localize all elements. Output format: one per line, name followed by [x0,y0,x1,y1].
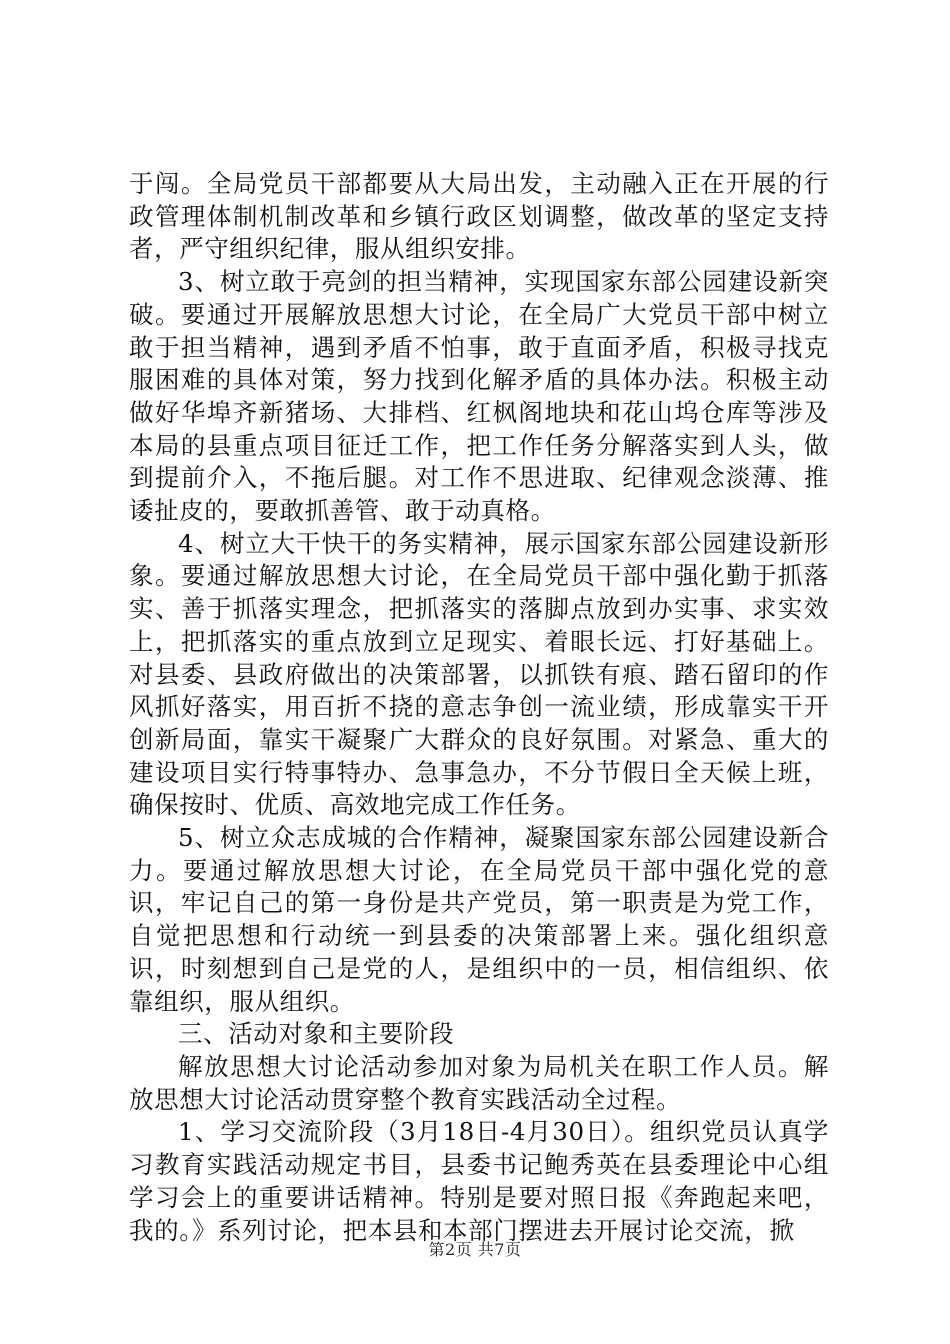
paragraph-item-3: 3、树立敢于亮剑的担当精神，实现国家东部公园建设新突破。要通过开展解放思想大讨论，在全局广大党员干部中树立敢于担当精神，遇到矛盾不怕事，敢于直面矛盾，积极寻找克服困难的具体对策，努力找到化解矛盾的具体办法。积极主动做好华埠齐新猪场、大排档、红枫阁地块和花山坞仓库等涉及本局的县重点项目征迁工作，把工作任务分解落实到人头，做到提前介入，不拖后腿。对工作不思进取、纪律观念淡薄、推诿扯皮的，要敢抓善管、敢于动真格。 [129,267,829,526]
paragraph-participants: 解放思想大讨论活动参加对象为局机关在职工作人员。解放思想大讨论活动贯穿整个教育实践活动全过程。 [129,1051,829,1114]
paragraph-item-4: 4、树立大干快干的务实精神，展示国家东部公园建设新形象。要通过解放思想大讨论，在全局党员干部中强化勤于抓落实、善于抓落实理念，把抓落实的落脚点放到办实事、求实效上，把抓落实的重点放到立足现实、着眼长远、打好基础上。对县委、县政府做出的决策部署，以抓铁有痕、踏石留印的作风抓好落实，用百折不挠的意志争创一流业绩，形成靠实干开创新局面，靠实干凝聚广大群众的良好氛围。对紧急、重大的建设项目实行特事特办、急事急办，不分节假日全天候上班，确保按时、优质、高效地完成工作任务。 [129,528,829,820]
page-number-footer: 第2页 共7页 [428,1240,522,1259]
paragraph-item-5: 5、树立众志成城的合作精神，凝聚国家东部公园建设新合力。要通过解放思想大讨论，在全局党员干部中强化党的意识，牢记自己的第一身份是共产党员，第一职责是为党工作，自觉把思想和行动统一到县委的决策部署上来。强化组织意识，时刻想到自己是党的人，是组织中的一员，相信组织、依靠组织，服从组织。 [129,823,829,1016]
document-body [129,168,829,1247]
paragraph-continuation: 于闯。全局党员干部都要从大局出发，主动融入正在开展的行政管理体制机制改革和乡镇行政区划调整，做改革的坚定支持者，严守组织纪律，服从组织安排。 [129,169,829,264]
paragraph-stage-1: 1、学习交流阶段（3月18日-4月30日）。组织党员认真学习教育实践活动规定书目，县委书记鲍秀英在县委理论中心组学习会上的重要讲话精神。特别是要对照日报《奔跑起来吧，我的。》系列讨论，把本县和本部门摆进去开展讨论交流，掀 [129,1117,829,1245]
section-heading: 三、活动对象和主要阶段 [178,1019,455,1049]
